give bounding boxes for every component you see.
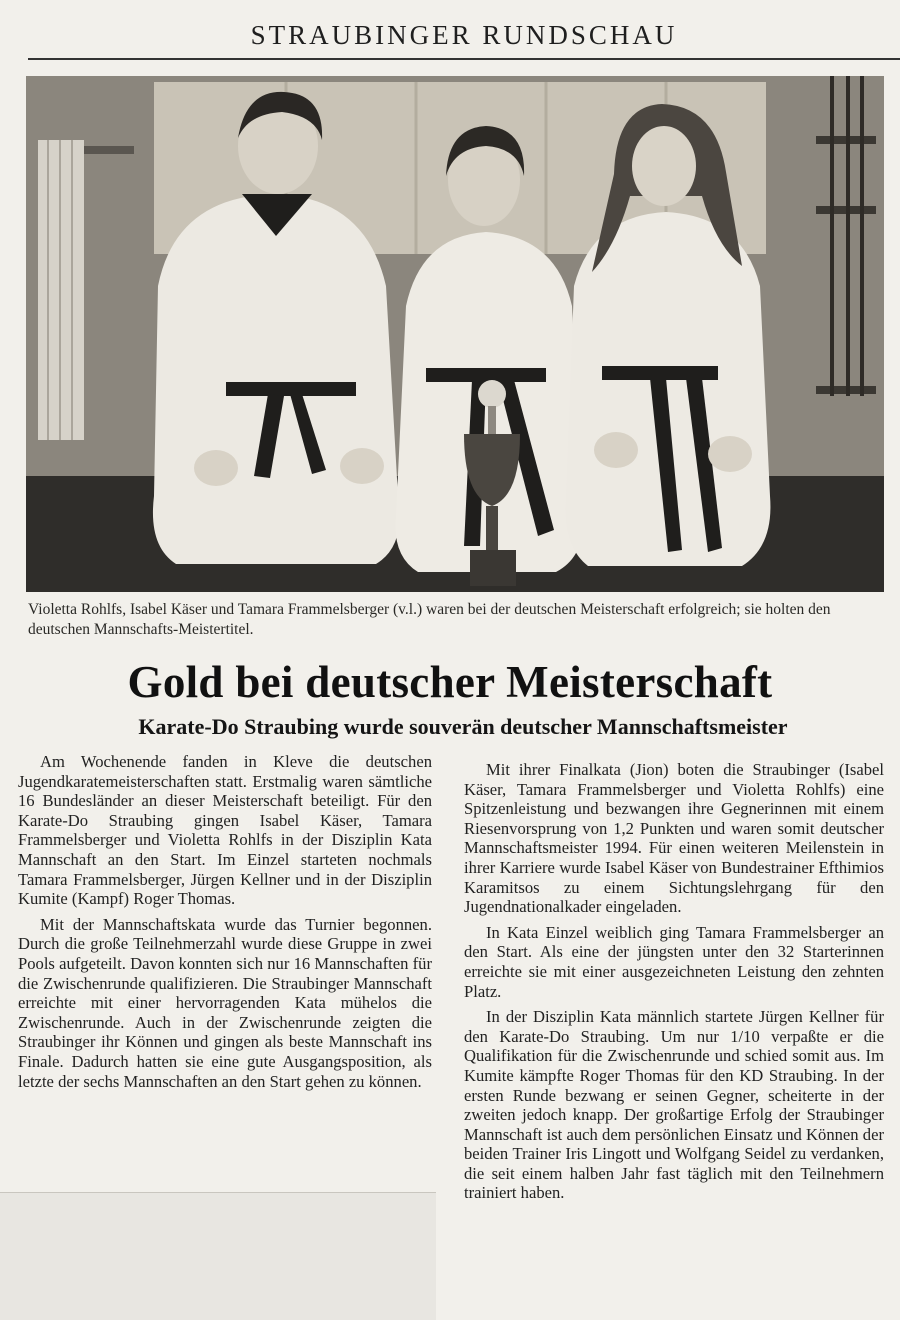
photo-caption: Violetta Rohlfs, Isabel Käser und Tamara Frammelsberger (v.l.) waren bei der deutschen Meisterschaft erfolgreich; sie holten den deutschen Mannschafts-Meistertitel.	[28, 601, 831, 638]
article-photo	[26, 76, 884, 592]
subheadline: Karate-Do Straubing wurde souverän deutscher Mannschaftsmeister	[138, 714, 788, 739]
masthead	[28, 8, 900, 60]
newspaper-title: STRAUBINGER RUNDSCHAU	[250, 20, 678, 50]
article-column-left	[18, 752, 432, 1097]
paragraph: Mit ihrer Finalkata (Jion) boten die Straubinger (Isabel Käser, Tamara Frammelsberger und Violetta Rohlfs) eine Spitzenleistung und bezwangen ihre Gegnerinnen mit einem Riesenvorsprung von 1,2 Punkten und waren somit deutscher Mannschaftsmeister 1994. Für einen weiteren Meilenstein in ihrer Karriere wurde Isabel Käser von Bundestrainer Efthimios Karamitsos zu einem Sichtungslehrgang für den Jugendnationalkader eingeladen.	[464, 760, 884, 917]
clipping-edge	[0, 1192, 436, 1320]
headline: Gold bei deutscher Meisterschaft	[127, 657, 773, 707]
paragraph: In Kata Einzel weiblich ging Tamara Frammelsberger an den Start. Als eine der jüngsten unter den 32 Starterinnen erreichte sie mit einer ausgezeichneten Leistung den zehnten Platz.	[464, 922, 884, 1001]
article-column-right	[464, 760, 884, 1209]
paragraph: In der Disziplin Kata männlich startete Jürgen Kellner für den Karate-Do Straubing. Um nur 1/10 verpaßte er die Qualifikation für die Zwischenrunde und schied somit aus. Im Kumite kämpfte Roger Thomas für den KD Straubing. In der ersten Runde bezwang er seinen Gegner, scheiterte in der zweiten jedoch knapp. Der großartige Erfolg der Straubinger Mannschaft ist auch dem persönlichen Einsatz und Können der beiden Trainer Iris Lingott und Wolfgang Seidel zu verdanken, die seit einem halben Jahr fast täglich mit den Teilnehmern trainiert haben.	[464, 1007, 884, 1203]
paragraph: Am Wochenende fanden in Kleve die deutschen Jugendkaratemeisterschaften statt. Erstmalig waren sämtliche 16 Bundesländer an dieser Meisterschaft beteiligt. Für den Karate-Do Straubing gingen Isabel Käser, Tamara Frammelsberger und Violetta Rohlfs in der Disziplin Kata Mannschaft an den Start. Im Einzel starteten nochmals Tamara Frammelsberger, Jürgen Kellner und in der Disziplin Kumite (Kampf) Roger Thomas.	[18, 752, 432, 909]
photo-three-karateka-with-trophy	[26, 76, 884, 592]
paragraph: Mit der Mannschaftskata wurde das Turnier begonnen. Durch die große Teilnehmerzahl wurde diese Gruppe in zwei Pools aufgeteilt. Davon konnten sich nur 16 Mannschaften für die Zwischenrunde qualifizieren. Die Straubinger Mannschaft erreichte mit einer hervorragenden Kata mühelos die Zwischenrunde. Auch in der Zwischenrunde zeigten die Straubinger ihr Können und gingen als beste Mannschaft ins Finale. Dadurch hatten sie eine gute Ausgangsposition, als letzte der sechs Mannschaften an den Start gehen zu können.	[18, 914, 432, 1091]
